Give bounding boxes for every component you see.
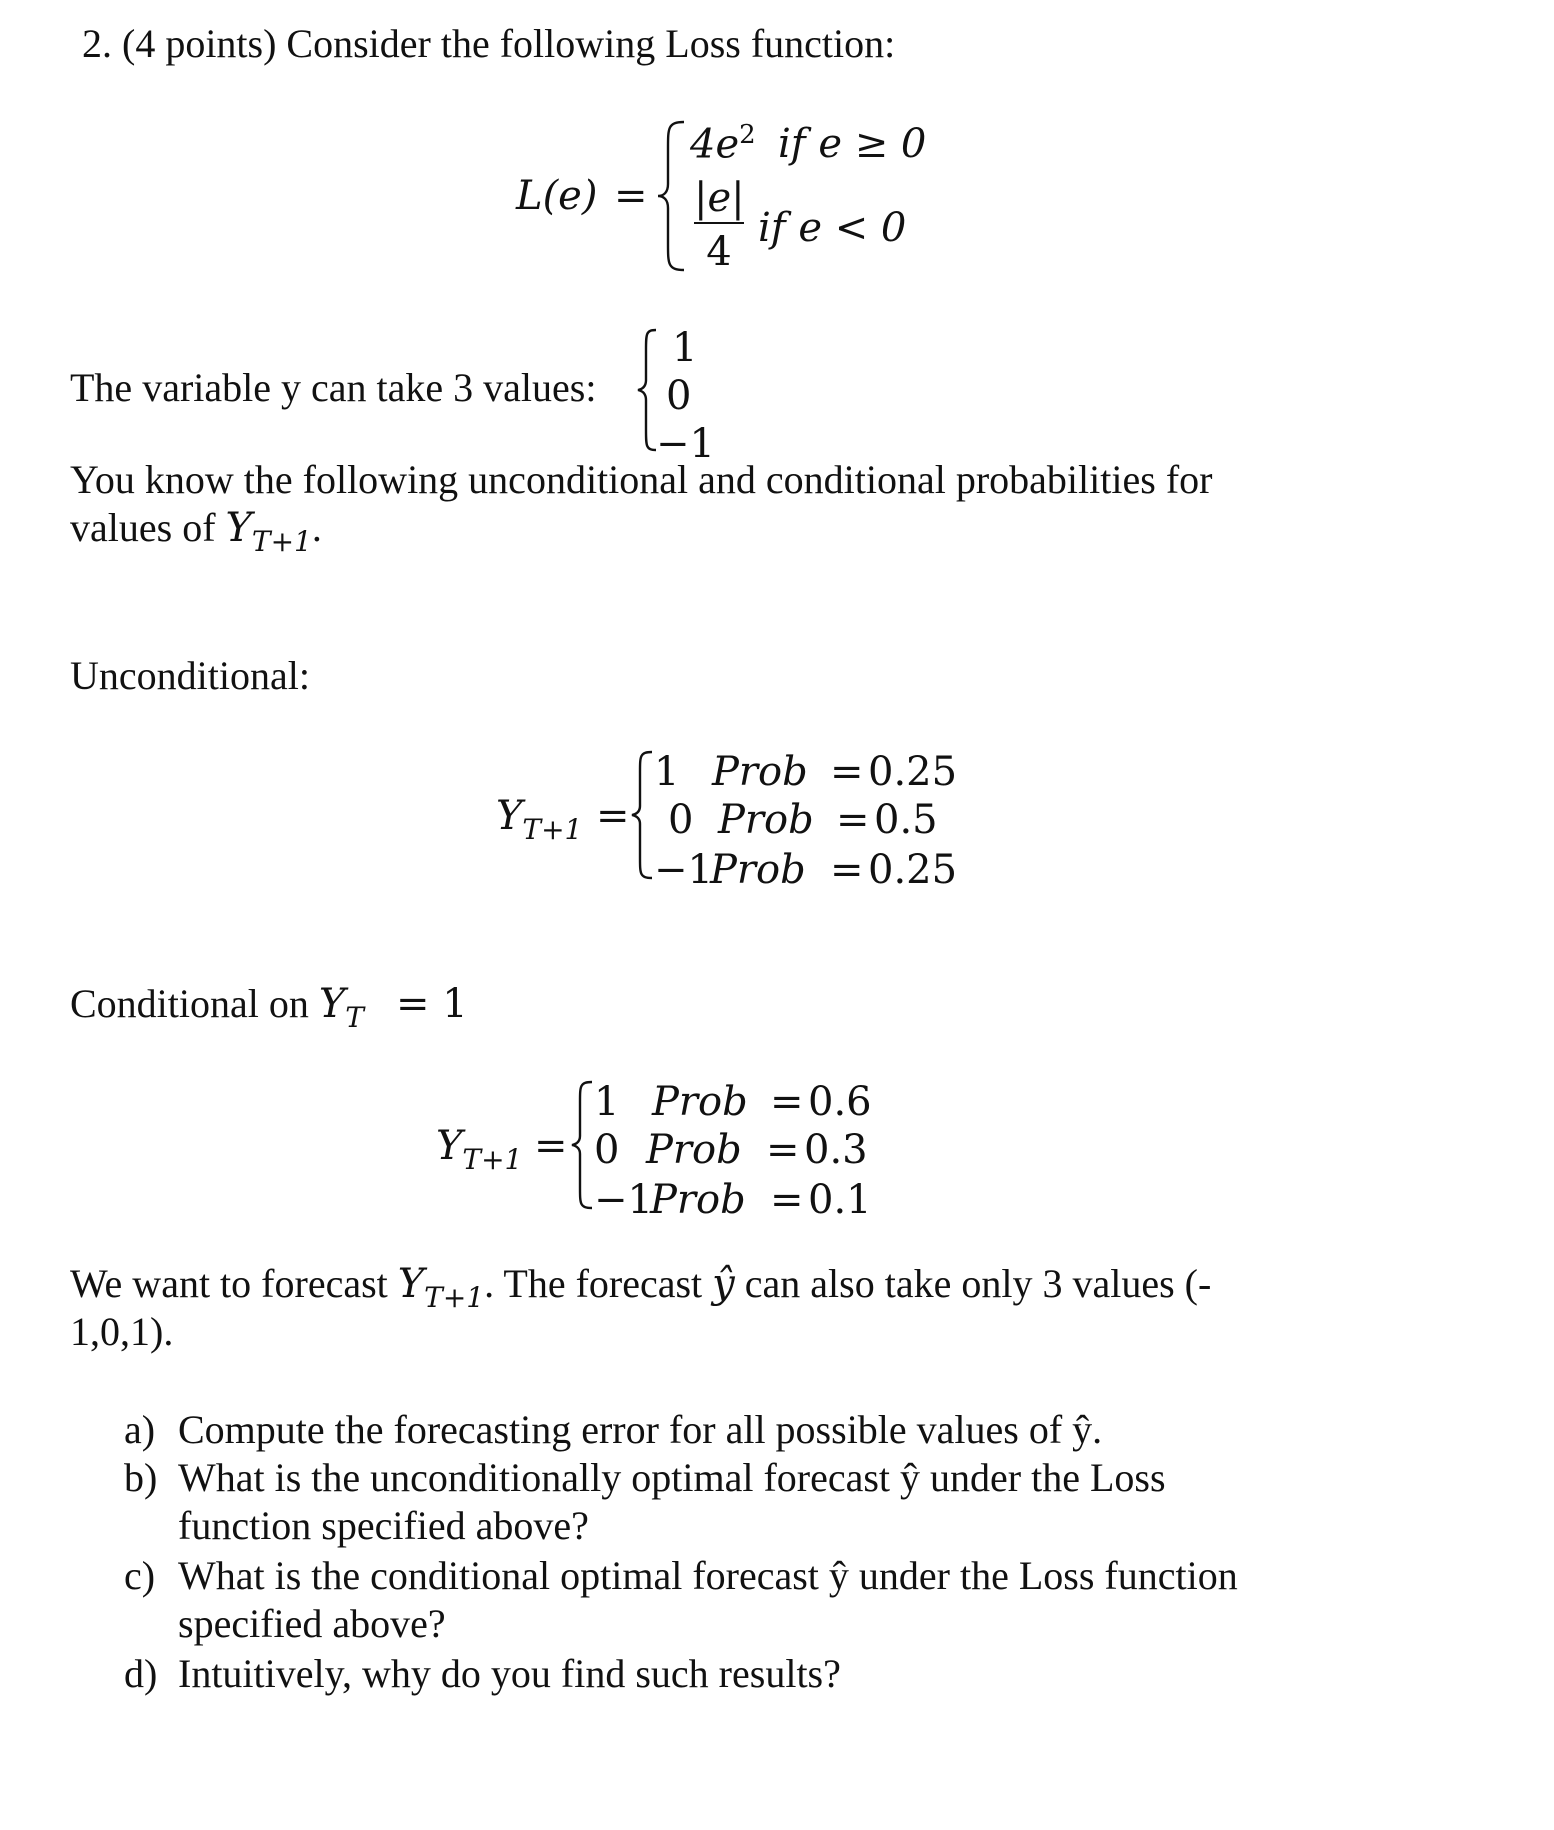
- loss-case2-numerator: |e|: [694, 175, 745, 221]
- probs-intro-line1: You know the following unconditional and conditional probabilities for: [70, 457, 1213, 502]
- loss-equals: =: [614, 173, 648, 219]
- fraction-bar: [694, 222, 744, 224]
- part-text: What is the conditional optimal forecast ŷ under the Loss function: [178, 1553, 1238, 1598]
- value-0: 0: [666, 373, 692, 419]
- part-label: c): [124, 1553, 156, 1598]
- loss-case2-cond: if e < 0: [758, 205, 907, 251]
- value-neg1: −1: [656, 421, 715, 467]
- part-label: b): [124, 1455, 158, 1500]
- unconditional-brace: [628, 748, 656, 882]
- part-text: What is the unconditionally optimal forecast ŷ under the Loss: [178, 1455, 1166, 1500]
- part-label: d): [124, 1651, 158, 1696]
- loss-case1-cond: if e ≥ 0: [778, 121, 927, 167]
- values-intro: The variable y can take 3 values:: [70, 365, 597, 410]
- conditional-brace: [568, 1078, 596, 1212]
- probs-intro-line2: values of $Y_{T+1}$.: [70, 505, 322, 558]
- part-text: Compute the forecasting error for all possible values of ŷ.: [178, 1407, 1103, 1452]
- loss-brace: [654, 118, 688, 274]
- part-label: a): [124, 1407, 156, 1452]
- loss-lhs: L(e): [516, 173, 598, 219]
- unconditional-lhs: $Y_{T+1}$: [496, 793, 583, 846]
- part-text: Intuitively, why do you find such results?: [178, 1651, 841, 1696]
- loss-case1-expr: $4e^2$: [690, 120, 756, 168]
- question-header: 2. (4 points) Consider the following Loss function:: [82, 21, 896, 66]
- conditional-label: Conditional on $Y_T = 1$: [70, 981, 468, 1034]
- part-text: specified above?: [178, 1601, 446, 1646]
- forecast-line2: 1,0,1).: [70, 1309, 174, 1354]
- forecast-line1: We want to forecast $Y_{T+1}$. The forecast ŷ can also take only 3 values (-: [70, 1261, 1212, 1314]
- loss-case2-denominator: 4: [706, 229, 732, 275]
- unconditional-equals: =: [596, 793, 630, 839]
- value-1: 1: [672, 325, 698, 371]
- part-text: function specified above?: [178, 1503, 589, 1548]
- conditional-lhs: $Y_{T+1}$: [436, 1123, 523, 1176]
- unconditional-label: Unconditional:: [70, 653, 310, 698]
- conditional-equals: =: [534, 1123, 568, 1169]
